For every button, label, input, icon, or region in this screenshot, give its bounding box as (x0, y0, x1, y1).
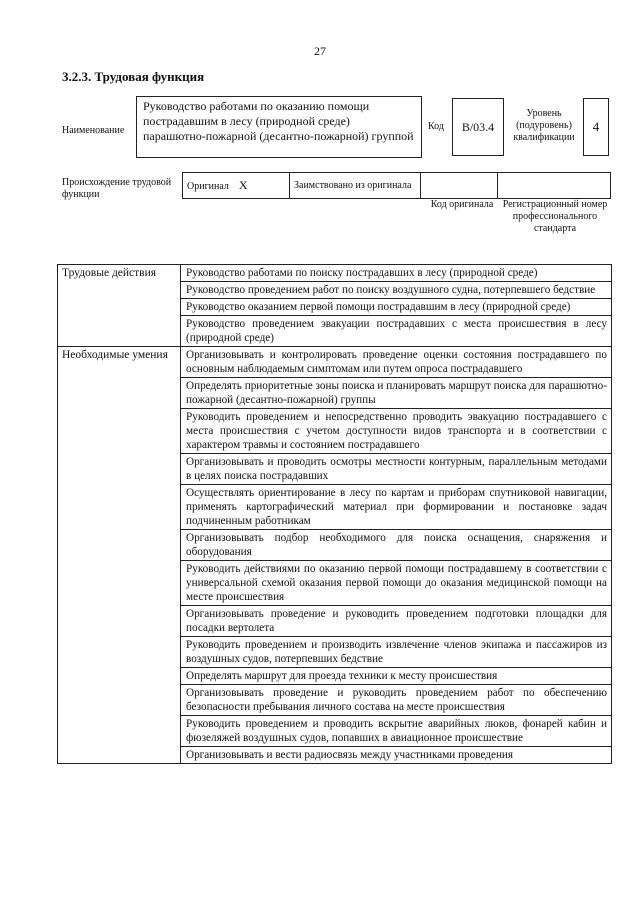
page-number: 27 (314, 44, 326, 58)
item-cell: Определять приоритетные зоны поиска и планировать маршрут поиска для парашютно-пожарной (десантно-пожарной) группы (181, 378, 612, 409)
item-cell: Осуществлять ориентирование в лесу по картам и приборам спутниковой навигации, применять картографический материал при формировании и постановке задач подчиненным работникам (181, 485, 612, 530)
item-cell: Определять маршрут для проезда техники к месту происшествия (181, 668, 612, 685)
function-name: Руководство работами по оказанию помощи пострадавшим в лесу (природной среде) парашютно-пожарной (десантно-пожарной) группой (143, 99, 414, 143)
category-cell: Трудовые действия (58, 265, 181, 347)
item-cell: Руководить действиями по оказанию первой помощи пострадавшему в соответствии с универсальной схемой оказания первой помощи до оказания медицинской помощи на месте происшествия (181, 561, 612, 606)
code-original-cell (421, 173, 498, 199)
item-cell: Руководство оказанием первой помощи пострадавшим в лесу (природной среде) (181, 299, 612, 316)
reg-number-caption: Регистрационный номер профессионального стандарта (502, 199, 608, 234)
item-cell: Организовывать проведение и руководить проведением подготовки площадки для посадки вертолета (181, 606, 612, 637)
item-cell: Организовывать и вести радиосвязь между участниками проведения (181, 747, 612, 764)
origin-table (182, 172, 611, 199)
item-cell: Руководство работами по поиску пострадавших в лесу (природной среде) (181, 265, 612, 282)
item-cell: Руководство проведением эвакуации пострадавших с места происшествия в лесу (природной среде) (181, 316, 612, 347)
level-label: Уровень (подуровень) квалификации (513, 108, 575, 143)
function-name-box (136, 96, 422, 158)
section-title: 3.2.3. Трудовая функция (62, 69, 205, 84)
item-cell: Руководство проведением работ по поиску воздушного судна, потерпевшего бедствие (181, 282, 612, 299)
table-row (58, 265, 612, 282)
name-label: Наименование (62, 125, 125, 136)
labor-function-table (57, 264, 612, 764)
level-value: 4 (583, 98, 609, 156)
item-cell: Организовывать подбор необходимого для поиска оснащения, снаряжения и оборудования (181, 530, 612, 561)
item-cell: Организовывать проведение и руководить проведением работ по обеспечению безопасности пребывания личного состава на месте происшествия (181, 685, 612, 716)
table-row (58, 347, 612, 378)
item-cell: Руководить проведением и проводить вскрытие аварийных люков, фонарей кабин и фюзеляжей воздушных судов, попавших в авиационное происшествие (181, 716, 612, 747)
code-label: Код (428, 121, 444, 132)
item-cell: Организовывать и проводить осмотры местности контурным, параллельным методами в целях поиска пострадавших (181, 454, 612, 485)
borrowed-label: Заимствовано из оригинала (290, 173, 421, 199)
item-cell: Руководить проведением и производить извлечение членов экипажа и пассажиров из воздушных судов, потерпевших бедствие (181, 637, 612, 668)
code-value: B/03.4 (452, 98, 504, 156)
reg-number-cell (498, 173, 611, 199)
original-label: Оригинал (187, 181, 229, 192)
item-cell: Руководить проведением и непосредственно проводить эвакуацию пострадавшего с места происшествия с учетом доступности видов транспорта и в соответствии с характером травмы и состоянием пострадавшего (181, 409, 612, 454)
code-original-caption: Код оригинала (430, 199, 494, 210)
origin-label: Происхождение трудовой функции (62, 177, 172, 200)
original-mark: X (238, 178, 248, 192)
item-cell: Организовывать и контролировать проведение оценки состояния пострадавшего по основным наблюдаемым симптомам или путем опроса пострадавшего (181, 347, 612, 378)
original-cell (183, 173, 290, 199)
category-cell: Необходимые умения (58, 347, 181, 764)
